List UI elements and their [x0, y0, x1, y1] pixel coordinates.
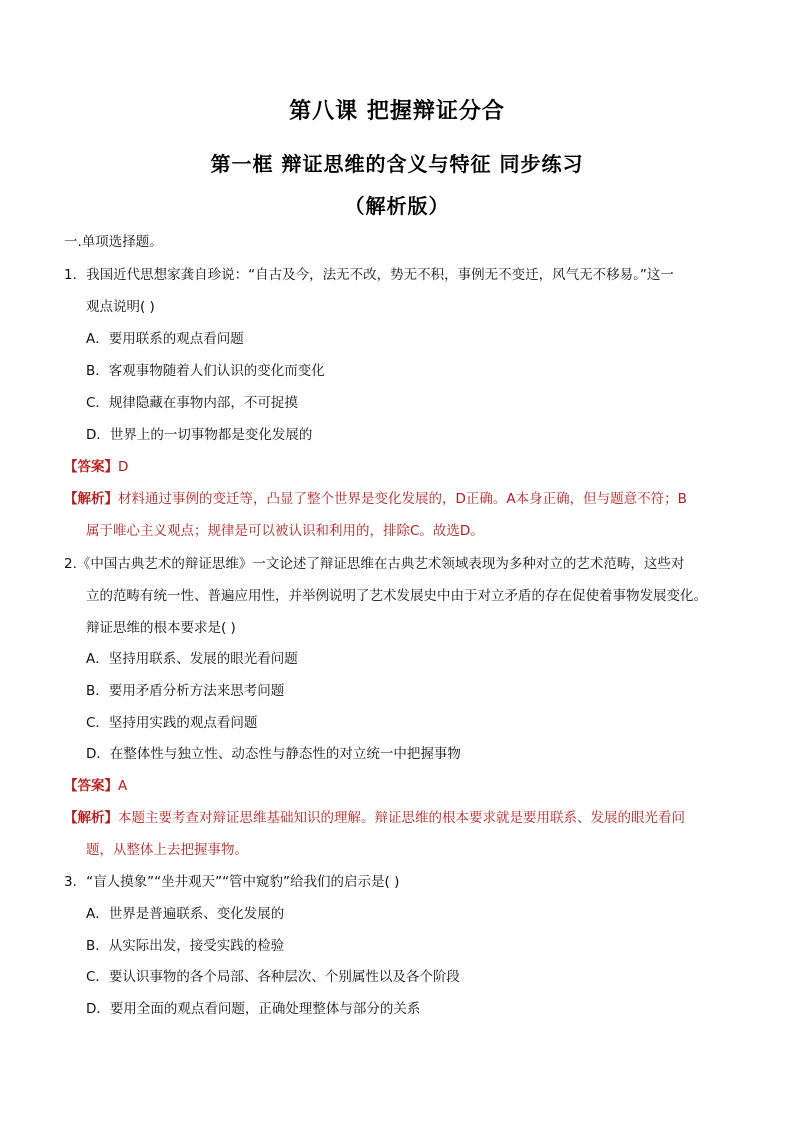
question-3-option-c: C．要认识事物的各个局部、各种层次、个别属性以及各个阶段	[86, 969, 460, 985]
question-2-stem-line-2: 立的范畴有统一性、普遍应用性，并举例说明了艺术发展史中由于对立矛盾的存在促使着事物发展变化。	[86, 588, 707, 604]
version-label: （解析版）	[344, 194, 450, 218]
question-2-option-a: A．坚持用联系、发展的眼光看问题	[86, 651, 298, 667]
analysis-label: 【解析】	[64, 810, 118, 826]
lesson-title: 第八课 把握辩证分合	[289, 98, 505, 124]
question-2-analysis-line-2: 题，从整体上去把握事物。	[86, 842, 248, 858]
question-1-option-d: D．世界上的一切事物都是变化发展的	[86, 427, 313, 443]
question-1-option-a: A．要用联系的观点看问题	[86, 331, 244, 347]
analysis-text: 材料通过事例的变迁等，凸显了整个世界是变化发展的，D正确。A本身正确，但与题意不符；B	[118, 491, 687, 507]
question-2-analysis-line-1	[64, 808, 685, 828]
question-3-option-d: D．要用全面的观点看问题，正确处理整体与部分的关系	[86, 1001, 421, 1017]
question-1-analysis-line-2: 属于唯心主义观点；规律是可以被认识和利用的，排除C。故选D。	[86, 523, 484, 539]
question-1-stem-line-1: 1．我国近代思想家龚自珍说：“自古及今，法无不改，势无不积，事例无不变迁，风气无不移易。”这一	[64, 267, 674, 283]
question-1-option-c: C．规律隐藏在事物内部，不可捉摸	[86, 395, 298, 411]
question-1-answer	[64, 457, 128, 477]
answer-label: 【答案】	[64, 459, 118, 475]
question-1-stem-line-2: 观点说明( )	[86, 299, 155, 315]
question-2-option-d: D．在整体性与独立性、动态性与静态性的对立统一中把握事物	[86, 746, 461, 762]
section-heading: 一.单项选择题。	[64, 234, 163, 250]
question-1-option-b: B．客观事物随着人们认识的变化而变化	[86, 363, 325, 379]
question-3-stem-line-1: 3．“盲人摸象”“坐井观天”“管中窥豹”给我们的启示是( )	[64, 874, 400, 890]
answer-value: D	[118, 459, 129, 475]
question-2-option-b: B．要用矛盾分析方法来思考问题	[86, 683, 285, 699]
question-3-option-a: A．世界是普遍联系、变化发展的	[86, 906, 285, 922]
question-2-stem-line-1: 2.《中国古典艺术的辩证思维》一文论述了辩证思维在古典艺术领域表现为多种对立的艺术范畴，这些对	[64, 556, 685, 572]
question-2-stem-line-3: 辩证思维的根本要求是( )	[86, 620, 236, 636]
question-2-option-c: C．坚持用实践的观点看问题	[86, 715, 258, 731]
answer-value: A	[118, 778, 128, 794]
answer-label: 【答案】	[64, 778, 118, 794]
question-3-option-b: B．从实际出发，接受实践的检验	[86, 938, 285, 954]
analysis-label: 【解析】	[64, 491, 118, 507]
analysis-text: 本题主要考查对辩证思维基础知识的理解。辩证思维的根本要求就是要用联系、发展的眼光看问	[118, 810, 685, 826]
section-subtitle: 第一框 辩证思维的含义与特征 同步练习	[210, 152, 584, 176]
question-1-analysis-line-1	[64, 489, 687, 509]
question-2-answer	[64, 776, 127, 796]
